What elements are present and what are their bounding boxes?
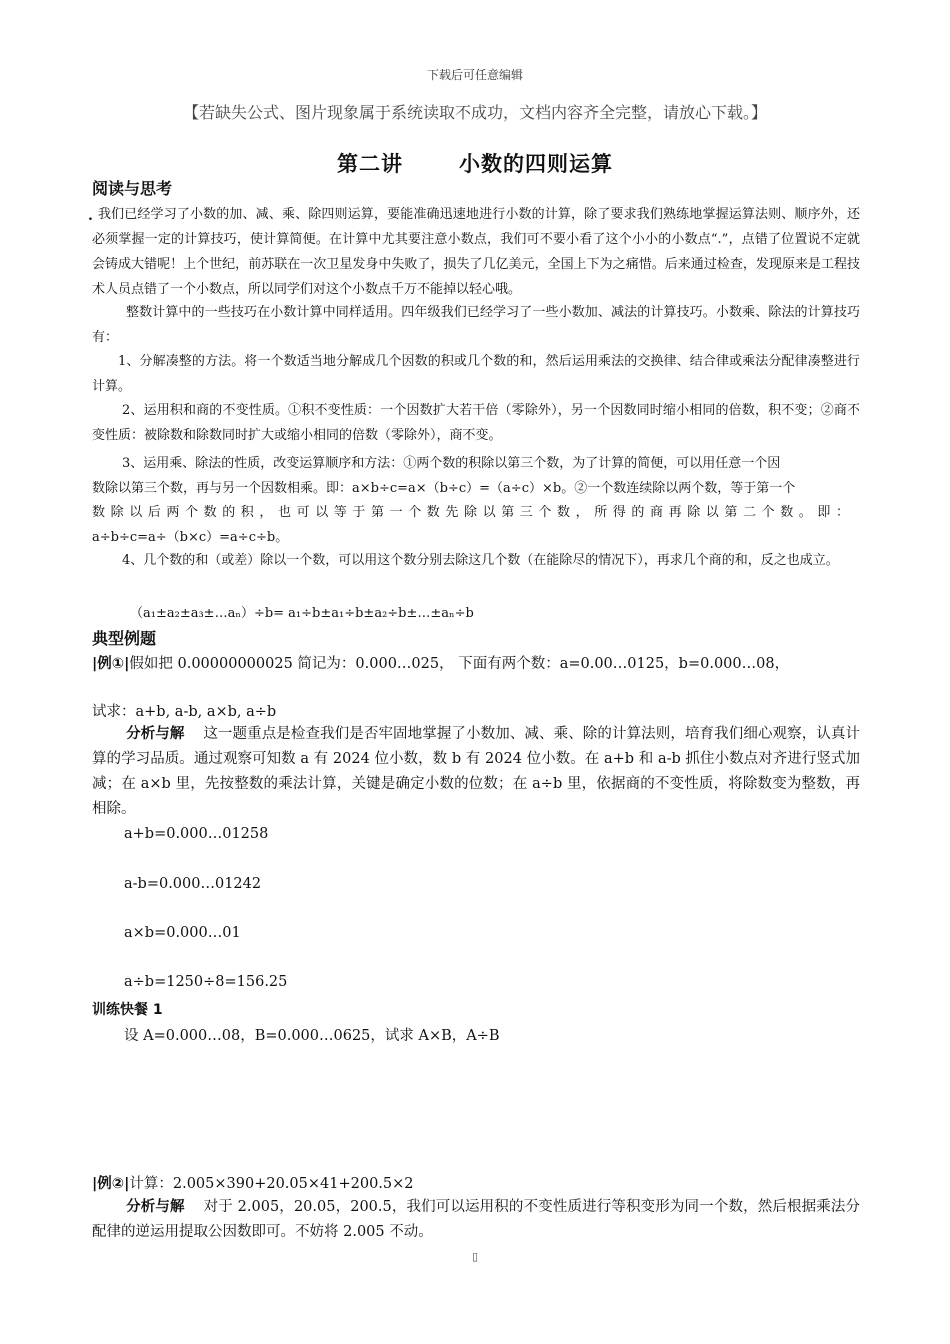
lecture-topic: 小数的四则运算	[459, 152, 613, 176]
missing-formula-notice: 【若缺失公式、图片现象属于系统读取不成功，文档内容齐全完整，请放心下载。】	[182, 103, 767, 122]
reading-paragraph-1: 我们已经学习了小数的加、减、乘、除四则运算，要能准确迅速地进行小数的计算，除了要求我们熟练地掌握运算法则、顺序外，还必须掌握一定的计算技巧，使计算简便。在计算中尤其要注意小数点，我们可不要小看了这个小小的小数点“.”，点错了位置说不定就会铸成大错呢！上个世纪，前苏联在一次卫星发身中失败了，损失了几亿美元，全国上下为之痛惜。后来通过检查，发现原来是工程技术人员点错了一个小数点，所以同学们对这个小数点千万不能掉以轻心哦。	[92, 207, 860, 297]
example-2-analysis-label: 分析与解	[126, 1199, 185, 1215]
example-1-analysis	[92, 722, 860, 822]
technique-item-3-line-2: 数除以第三个数，再与另一个因数相乘。即：a×b÷c=a×（b÷c）=（a÷c）×b。②一个数连续除以两个数，等于第一个	[92, 481, 796, 496]
technique-item-3-line-4: a÷b÷c=a÷（b×c）=a÷c÷b。	[92, 530, 289, 545]
result-sum: a+b=0.000…01258	[124, 826, 269, 842]
example-2	[92, 1172, 414, 1193]
example-2-text: 计算：2.005×390+20.05×41+200.5×2	[129, 1176, 414, 1192]
example-1-text: 假如把 0.00000000025 简记为：0.000…025， 下面有两个数：a=0.00…0125，b=0.000…08，	[129, 656, 790, 672]
reading-heading: 阅读与思考	[92, 179, 173, 198]
page-number-mark: ▯	[471, 1250, 479, 1263]
bullet-dot: .	[88, 208, 93, 224]
example-2-label: |例②|	[92, 1176, 130, 1192]
practice-text: 设 A=0.000…08，B=0.000…0625，试求 A×B，A÷B	[124, 1028, 500, 1044]
technique-item-1: 1、分解凑整的方法。将一个数适当地分解成几个因数的积或几个数的和，然后运用乘法的交换律、结合律或乘法分配律凑整进行计算。	[92, 354, 860, 394]
result-quotient: a÷b=1250÷8=156.25	[124, 974, 288, 990]
lecture-title	[0, 148, 950, 178]
technique-item-3-line-1: 3、运用乘、除法的性质，改变运算顺序和方法：①两个数的积除以第三个数，为了计算的简便，可以用任意一个因	[122, 456, 781, 471]
lecture-number: 第二讲	[337, 152, 403, 176]
example-1-ask: 试求：a+b, a-b, a×b, a÷b	[92, 704, 277, 720]
distribution-formula: （a₁±a₂±a₃±…aₙ）÷b= a₁÷b±a₁÷b±a₂÷b±…±aₙ÷b	[130, 606, 474, 621]
example-1-analysis-text: 这一题重点是检查我们是否牢固地掌握了小数加、减、乘、除的计算法则，培育我们细心观察，认真计算的学习品质。通过观察可知数 a 有 2024 位小数，数 b 有 2024 位小数。在 a+b 和 a-b 抓住小数点对齐进行竖式加减；在 a×b 里，先按整数的乘法计算，关键是确定小数的位数；在 a÷b 里，依据商的不变性质，将除数变为整数，再相除。	[92, 726, 861, 817]
result-difference: a-b=0.000…01242	[124, 876, 262, 892]
example-2-analysis	[92, 1195, 860, 1245]
example-1-label: |例①|	[92, 656, 130, 672]
technique-item-4: 4、几个数的和（或差）除以一个数，可以用这个数分别去除这几个数（在能除尽的情况下），再求几个商的和，反之也成立。	[122, 553, 839, 568]
result-product: a×b=0.000…01	[124, 925, 241, 941]
example-1	[92, 652, 789, 673]
example-1-analysis-label: 分析与解	[126, 726, 185, 742]
header-note: 下载后可任意编辑	[426, 68, 523, 82]
example-2-analysis-text: 对于 2.005，20.05，200.5，我们可以运用积的不变性质进行等积变形为同一个数，然后根据乘法分配律的逆运用提取公因数即可。不妨将 2.005 不动。	[92, 1199, 861, 1240]
practice-heading: 训练快餐 1	[92, 1002, 163, 1018]
technique-item-3-line-3: 数除以后两个数的积，也可以等于第一个数先除以第三个数，所得的商再除以第二个数。即：	[92, 505, 855, 520]
reading-paragraph-2: 整数计算中的一些技巧在小数计算中同样适用。四年级我们已经学习了一些小数加、减法的计算技巧。小数乘、除法的计算技巧有：	[92, 305, 860, 345]
technique-item-2: 2、运用积和商的不变性质。①积不变性质：一个因数扩大若干倍（零除外），另一个因数同时缩小相同的倍数，积不变；②商不变性质：被除数和除数同时扩大或缩小相同的倍数（零除外），商不变。	[92, 403, 860, 443]
examples-heading: 典型例题	[92, 629, 157, 648]
